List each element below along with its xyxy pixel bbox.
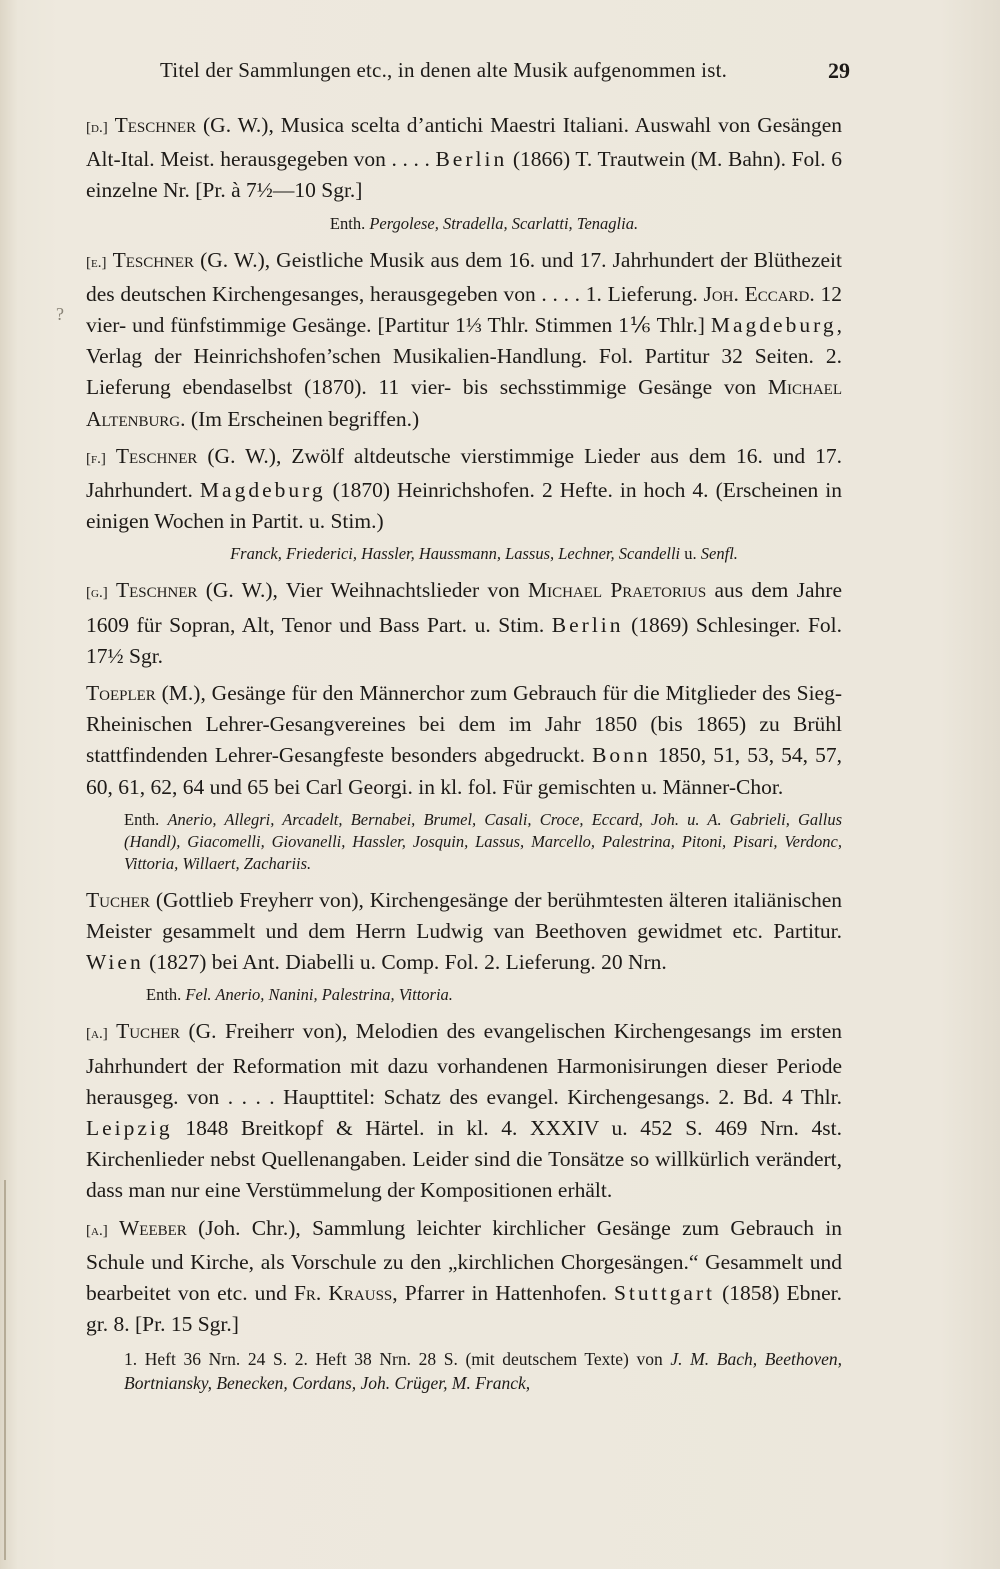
entry-text: (1827) bei Ant. Diabelli u. Comp. Fol. 2. Lieferung. 20 Nrn. — [143, 950, 667, 975]
entry-composer: Michael Praetorius — [527, 578, 707, 603]
entry-text: (1858) Ebner. gr. 8. [Pr. 15 Sgr.] — [86, 1281, 843, 1337]
entry-author: Teschner — [115, 443, 198, 468]
entry-text: . (Im Erscheinen begriffen.) — [180, 406, 420, 431]
entry-author: Teschner — [114, 113, 197, 137]
contents-label: Enth. — [124, 809, 160, 829]
entry-text: (G. W.), Vier Weihnachtslieder von — [197, 578, 528, 603]
entry-text: (1869) Schlesinger. Fol. 17½ Sgr. — [86, 612, 842, 668]
contents-names: Anerio, Allegri, Arcadelt, Bernabei, Brumel, Casali, Croce, Eccard, Joh. u. A. Gabrieli, Gallus (Handl), Giacomelli, Giovanelli, Hassler, Josquin, Lassus, Marcello, Palestrina, Pitoni, Pisari, Verdonc, Vittoria, Willaert, Zachariis. — [124, 809, 842, 873]
entry-note — [124, 1347, 842, 1395]
entry-tucher-kirchengesaenge — [86, 885, 842, 979]
entry-place: Stuttgart — [613, 1281, 716, 1306]
entry-text: . 12 vier- und fünfstimmige Gesänge. [Partitur 1⅓ Thlr. Stimmen 1⅙ Thlr.] — [86, 281, 842, 338]
entry-place: Berlin — [551, 612, 624, 637]
entry-tag: [a.] — [86, 1222, 108, 1239]
entry-text: (1866) T. Trautwein (M. Bahn). Fol. 6 einzelne Nr. [Pr. à 7½—10 Sgr.] — [86, 147, 842, 203]
entry-place: Leipzig — [86, 1116, 173, 1141]
bibliography-list — [86, 110, 842, 1395]
entry-composer: Joh. Eccard — [703, 281, 810, 306]
page-edge-shadow — [4, 1180, 6, 1560]
contents-names: Franck, Friederici, Hassler, Haussmann, Lassus, Lechner, Scandelli — [230, 544, 681, 564]
entry-text: (G. W.), Geistliche Musik aus dem 16. und 17. Jahrhundert der Blüthezeit des deutschen Kirchengesanges, herausgegeben von . . . . 1. Lieferung. — [86, 247, 843, 306]
contents-conjunction: u. — [680, 544, 701, 564]
entry-author: Tucher — [86, 887, 150, 912]
entry-place: Bonn — [592, 743, 651, 768]
entry-contents — [124, 809, 842, 875]
entry-place: Magdeburg — [710, 313, 837, 338]
contents-label: Enth. — [329, 213, 366, 233]
entry-text: 1850, 51, 53, 54, 57, 60, 61, 62, 64 und 65 bei Carl Georgi. in kl. fol. Für gemischten u. Männer-Chor. — [86, 743, 842, 799]
entry-text: , Pfarrer in Hattenhofen. — [392, 1281, 614, 1306]
entry-text: (M.), Gesänge für den Männerchor zum Gebrauch für die Mitglieder des Sieg-Rheinischen Lehrer-Gesangvereines bei dem im Jahr 1850 (bis 1865) zu Brühl stattfindenden Lehrer-Gesangfeste besonders abgedruckt. — [86, 681, 842, 768]
entry-tag: [f.] — [86, 450, 106, 467]
entry-teschner-weihnachtslieder — [86, 575, 842, 672]
entry-author: Teschner — [112, 247, 195, 272]
entry-tag: [a.] — [86, 1026, 108, 1043]
entry-contents — [146, 984, 842, 1006]
entry-place: Magdeburg — [199, 478, 326, 503]
entry-teschner-geistliche-musik — [86, 245, 842, 435]
contents-names: Pergolese, Stradella, Scarlatti, Tenaglia. — [369, 213, 639, 233]
entry-composer: Fr. Krauss — [293, 1281, 393, 1306]
entry-toepler — [86, 678, 842, 803]
note-names: J. M. Bach, Beethoven, Bortniansky, Benecken, Cordans, Joh. Crüger, M. Franck, — [124, 1348, 842, 1393]
entry-tag: [e.] — [86, 254, 107, 271]
entry-composer: Michael Altenburg — [86, 375, 842, 431]
contents-names: Senfl. — [700, 544, 738, 564]
entry-weeber — [86, 1213, 842, 1341]
entry-author: Weeber — [119, 1215, 187, 1240]
entry-contents — [126, 213, 842, 235]
entry-tag: [g.] — [86, 585, 108, 602]
entry-tag: [d.] — [86, 120, 108, 136]
entry-text: (G. Freiherr von), Melodien des evangelischen Kirchengesangs im ersten Jahrhundert der Reformation mit dazu vorhandenen Harmonisirungen dieser Periode herausgeg. von . . . . Haupttitel: Schatz des evangel. Kirchengesangs. 2. Bd. 4 Thlr. — [86, 1019, 842, 1109]
entry-teschner-musica-scelta — [86, 110, 842, 207]
entry-text: 1848 Breitkopf & Härtel. in kl. 4. XXXIV u. 452 S. 469 Nrn. 4st. Kirchenlieder nebst Quellenangaben. Leider sind die Tonsätze so willkürlich verändert, dass man nur eine Verstümmelung der Kompositionen erhält. — [86, 1116, 842, 1203]
contents-label: Enth. — [146, 985, 182, 1005]
entry-tucher-melodien — [86, 1016, 842, 1206]
note-text: 1. Heft 36 Nrn. 24 S. 2. Heft 38 Nrn. 28 S. (mit deutschem Texte) von — [124, 1348, 671, 1369]
contents-names: Fel. Anerio, Nanini, Palestrina, Vittoria. — [185, 985, 453, 1005]
entry-author: Toepler — [86, 681, 156, 706]
entry-author: Tucher — [116, 1019, 181, 1044]
entry-text: (G. W.), Musica scelta d’antichi Maestri Italiani. Auswahl von Gesängen Alt-Ital. Meist. herausgegeben von . . . . — [86, 113, 843, 172]
header-title: Titel der Sammlungen etc., in denen alte Musik aufgenommen ist. — [160, 58, 728, 82]
entry-text: (Gottlieb Freyherr von), Kirchengesänge der berühmtesten älteren italiänischen Meister gesammelt und dem Herrn Ludwig van Beethoven gewidmet etc. Partitur. — [86, 887, 842, 944]
entry-text: (Joh. Chr.), Sammlung leichter kirchlicher Gesänge zum Gebrauch in Schule und Kirche, als Vorschule zu den „kirchlichen Chorgesängen.“ Gesammelt und bearbeitet von etc. und — [86, 1215, 842, 1306]
entry-text: , Verlag der Heinrichshofen’schen Musikalien-Handlung. Fol. Partitur 32 Seiten. 2. Lieferung ebendaselbst (1870). 11 vier- bis sechsstimmige Gesänge von — [86, 313, 842, 400]
entry-place: Berlin — [435, 147, 508, 172]
margin-question-mark: ? — [56, 304, 64, 324]
page-number: 29 — [828, 58, 850, 83]
running-header — [150, 58, 850, 94]
entry-place: Wien — [86, 950, 144, 975]
entry-teschner-zwoelf-lieder — [86, 441, 842, 538]
entry-contents — [126, 543, 842, 565]
entry-text: (G. W.), Zwölf altdeutsche vierstimmige Lieder aus dem 16. und 17. Jahrhundert. — [86, 443, 843, 503]
entry-text: (1870) Heinrichshofen. 2 Hefte. in hoch 4. (Erscheinen in einigen Wochen in Partit. u. Stim.) — [86, 478, 843, 534]
entry-author: Teschner — [115, 578, 198, 603]
entry-text: aus dem Jahre 1609 für Sopran, Alt, Tenor und Bass Part. u. Stim. — [86, 578, 843, 637]
